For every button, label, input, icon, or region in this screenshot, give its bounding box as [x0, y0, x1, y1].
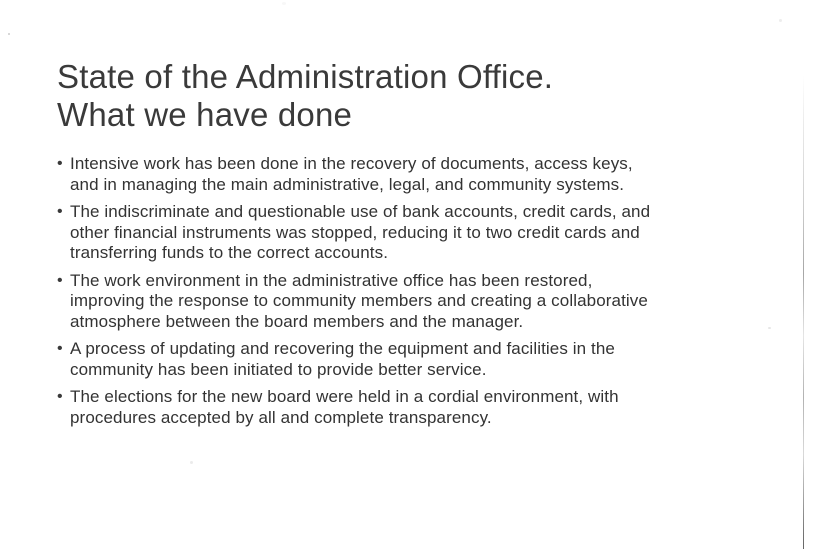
- bullet-line: The indiscriminate and questionable use of bank accounts, credit cards, and: [70, 202, 651, 221]
- bullet-line: procedures accepted by all and complete transparency.: [70, 407, 492, 427]
- bullet-text: [70, 271, 762, 333]
- slide-title: [57, 58, 553, 134]
- bullet-line: other financial instruments was stopped, reducing it to two credit cards and: [70, 222, 640, 242]
- scan-speck: [282, 2, 286, 5]
- scan-speck: [8, 33, 10, 35]
- bullet-item-4: [57, 339, 762, 380]
- bullet-text: [70, 202, 762, 264]
- scan-speck: [190, 461, 193, 464]
- slide-title-line1: State of the Administration Office.: [57, 58, 554, 95]
- bullet-text: [70, 154, 762, 195]
- bullet-line: A process of updating and recovering the equipment and facilities in the: [70, 339, 615, 358]
- bullet-line: transferring funds to the correct accounts.: [70, 243, 389, 262]
- bullet-marker: •: [57, 388, 63, 405]
- bullet-line: atmosphere between the board members and the manager.: [70, 311, 524, 331]
- bullet-item-1: [57, 154, 762, 195]
- bullet-item-5: [57, 387, 762, 428]
- slide-title-line2: What we have done: [57, 96, 353, 133]
- scan-speck: [779, 19, 782, 22]
- bullet-line: The elections for the new board were held in a cordial environment, with: [70, 387, 619, 406]
- bullet-marker: •: [57, 271, 63, 289]
- bullet-item-3: [57, 271, 762, 333]
- bullet-text: [70, 387, 762, 428]
- bullet-line: community has been initiated to provide better service.: [70, 359, 487, 379]
- bullet-text: [70, 339, 762, 380]
- scan-speck: [768, 327, 771, 329]
- bullet-line: and in managing the main administrative, legal, and community systems.: [70, 174, 625, 194]
- bullet-line: The work environment in the administrative office has been restored,: [70, 270, 593, 290]
- bullet-marker: •: [57, 340, 63, 357]
- bullet-item-2: [57, 202, 762, 264]
- bullet-line: Intensive work has been done in the recovery of documents, access keys,: [70, 154, 633, 173]
- scan-edge-artifact: [803, 75, 805, 549]
- bullet-line: improving the response to community members and creating a collaborative: [70, 291, 648, 310]
- bullet-marker: •: [57, 203, 63, 220]
- bullet-marker: •: [57, 155, 63, 172]
- bullet-list: [57, 154, 762, 435]
